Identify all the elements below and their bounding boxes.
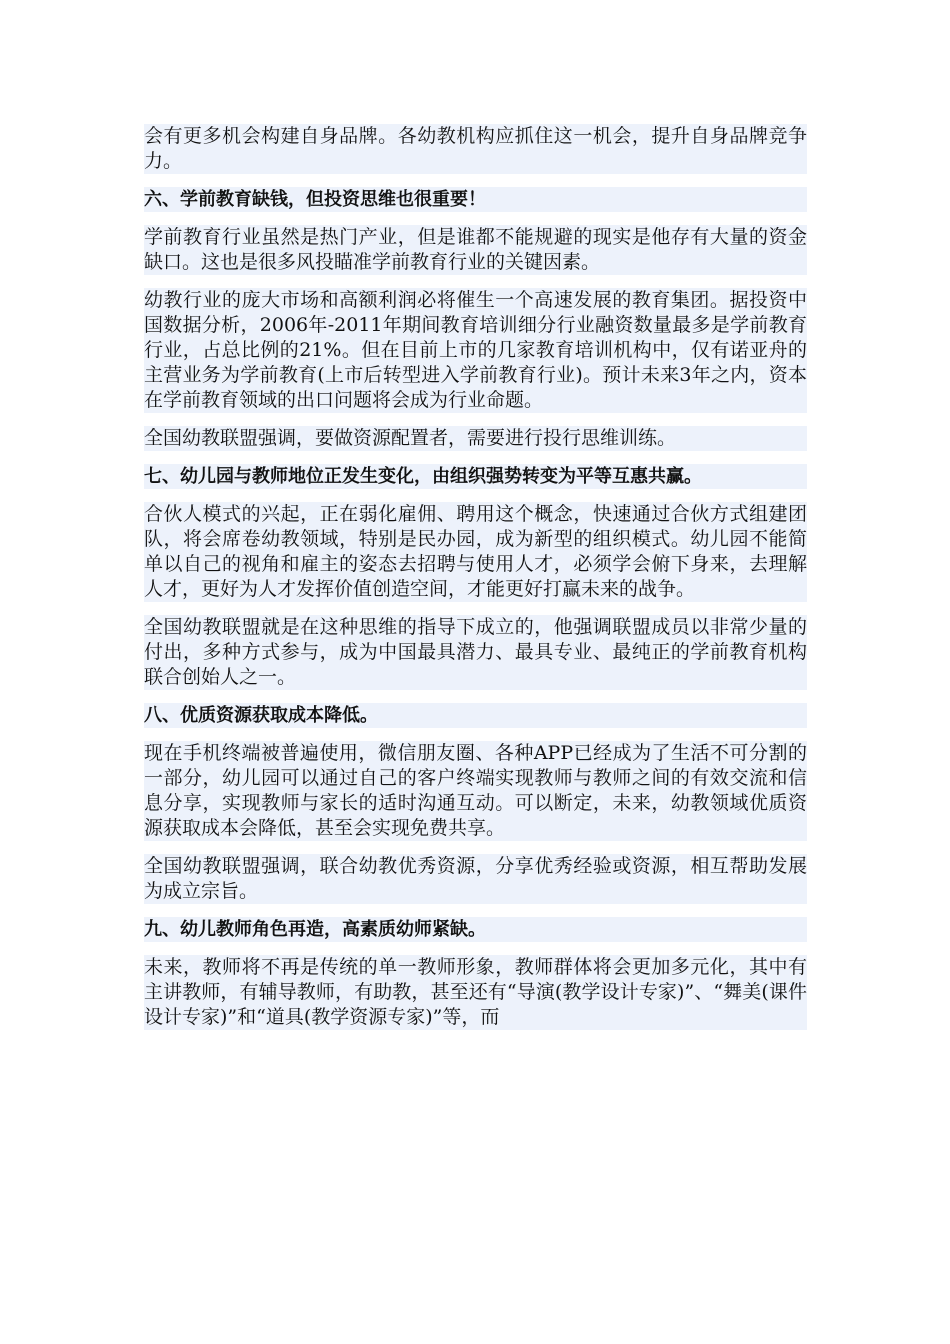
paragraph-mobile-terminal: 现在手机终端被普遍使用，微信朋友圈、各种APP已经成为了生活不可分割的一部分，幼儿园可以通过自己的客户终端实现教师与教师之间的有效交流和信息分享，实现教师与家长的适时沟通互动。可以断定，未来，幼教领域优质资源获取成本会降低，甚至会实现免费共享。 (144, 742, 807, 839)
paragraph-funding-gap: 学前教育行业虽然是热门产业，但是谁都不能规避的现实是他存有大量的资金缺口。这也是很多风投瞄准学前教育行业的关键因素。 (144, 226, 807, 273)
paragraph-brand: 会有更多机会构建自身品牌。各幼教机构应抓住这一机会，提升自身品牌竞争力。 (144, 125, 807, 172)
document-page (144, 124, 807, 1030)
paragraph-resource-sharing: 全国幼教联盟强调，联合幼教优秀资源，分享优秀经验或资源，相互帮助发展为成立宗旨。 (144, 855, 807, 902)
paragraph-teacher-roles: 未来，教师将不再是传统的单一教师形象，教师群体将会更加多元化，其中有主讲教师，有辅导教师，有助教，甚至还有“导演(教学设计专家)”、“舞美(课件设计专家)”和“道具(教学资源专家)”等，而 (144, 956, 807, 1028)
paragraph-investment-thinking: 全国幼教联盟强调，要做资源配置者，需要进行投行思维训练。 (144, 426, 807, 451)
paragraph-alliance-founding: 全国幼教联盟就是在这种思维的指导下成立的，他强调联盟成员以非常少量的付出，多种方式参与，成为中国最具潜力、最具专业、最纯正的学前教育机构联合创始人之一。 (144, 616, 807, 688)
paragraph-market-analysis: 幼教行业的庞大市场和高额利润必将催生一个高速发展的教育集团。据投资中国数据分析，2006年-2011年期间教育培训细分行业融资数量最多是学前教育行业，占总比例的21%。但在目前上市的几家教育培训机构中，仅有诺亚舟的主营业务为学前教育(上市后转型进入学前教育行业)。预计未来3年之内，资本在学前教育领域的出口问题将会成为行业命题。 (144, 289, 807, 411)
heading-section-8: 八、优质资源获取成本降低。 (144, 703, 807, 728)
heading-section-6: 六、学前教育缺钱，但投资思维也很重要！ (144, 187, 807, 212)
heading-section-9: 九、幼儿教师角色再造，高素质幼师紧缺。 (144, 917, 807, 942)
paragraph-partnership-model: 合伙人模式的兴起，正在弱化雇佣、聘用这个概念，快速通过合伙方式组建团队，将会席卷幼教领域，特别是民办园，成为新型的组织模式。幼儿园不能简单以自己的视角和雇主的姿态去招聘与使用人才，必须学会俯下身来，去理解人才，更好为人才发挥价值创造空间，才能更好打赢未来的战争。 (144, 503, 807, 600)
heading-section-7: 七、幼儿园与教师地位正发生变化，由组织强势转变为平等互惠共赢。 (144, 464, 807, 489)
